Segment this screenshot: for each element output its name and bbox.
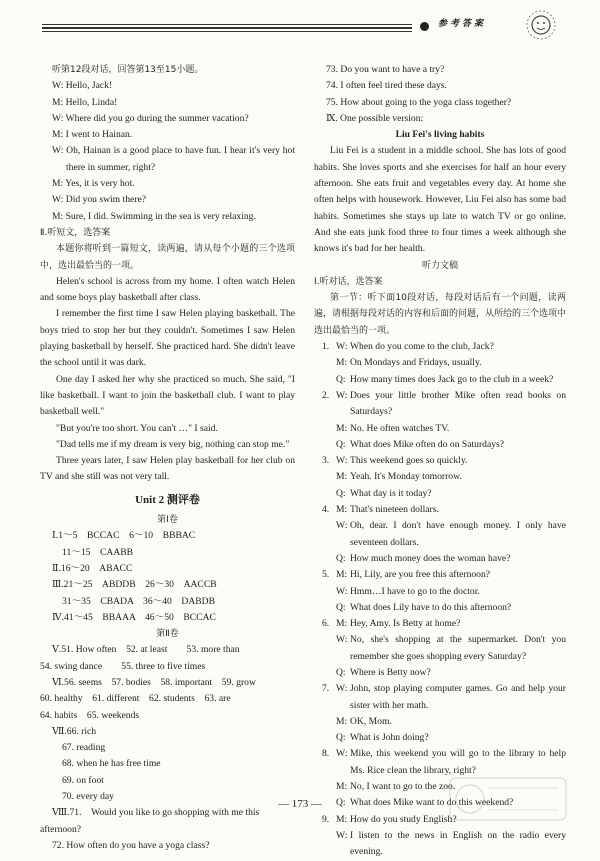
dialog-text: How do you study English? xyxy=(350,813,457,825)
dialog-text: What is John doing? xyxy=(350,732,429,744)
script-line xyxy=(314,616,566,632)
script-line xyxy=(314,632,566,665)
essay-paragraph: Liu Fei is a student in a middle school. She has lots of good habits. She loves sports and she exercises for half an hour every afternoon. She eats fruit and vegetables every day. At home she often helps with housework. However, Liu Fei also has some bad habits. Sometimes she stays up late to watch TV or go online. And she eats junk food three to four times a week although she knows it's bad for her health. xyxy=(314,145,566,255)
question-number: 3. xyxy=(322,455,330,467)
dialog-12 xyxy=(40,78,295,225)
answer-list xyxy=(314,62,566,127)
speaker-label: W: xyxy=(336,634,348,646)
dialog-text: Hmm…I have to go to the doctor. xyxy=(350,585,480,597)
script-line xyxy=(314,339,566,355)
dialog-line xyxy=(40,209,295,225)
speaker-label: M: xyxy=(52,96,64,108)
dialog-intro: 听第12段对话，回答第13至15小题。 xyxy=(52,65,204,75)
dialog-text: How many times does Jack go to the club in a week? xyxy=(350,373,554,385)
speaker-label: W: xyxy=(336,520,348,532)
left-column xyxy=(40,62,295,854)
dialog-text: On Mondays and Fridays, usually. xyxy=(350,357,482,369)
dialog-line xyxy=(40,78,295,94)
script-line xyxy=(314,388,566,421)
answer-keys xyxy=(40,528,295,626)
page-number: — 173 — xyxy=(278,798,322,810)
answer-line: 64. habits 65. weekends xyxy=(40,709,140,721)
dialog-line xyxy=(40,143,295,176)
script-line xyxy=(314,518,566,551)
section-instructions: 本题你将听到一篇短文，读两遍，请从每个小题的三个选项中，选出最恰当的一项。 xyxy=(40,244,295,271)
dialog-line xyxy=(40,176,295,192)
script-line xyxy=(314,437,566,453)
story-paragraph: I remember the first time I saw Helen playing basketball. The boys tried to stop her but they couldn't. Sometimes I saw Helen playing basketball by herself. She practiced hard. She didn't leave the school until it was dark. xyxy=(40,308,295,369)
section-heading: Ⅱ.听短文，选答案 xyxy=(40,227,111,238)
script-line xyxy=(314,714,566,730)
dialog-text: Sure, I did. Swimming in the sea is very relaxing. xyxy=(63,210,256,222)
question-number: 4. xyxy=(322,504,330,516)
speaker-label: Q: xyxy=(336,797,346,809)
volume-heading: 第Ⅱ卷 xyxy=(156,629,179,640)
speaker-label: Q: xyxy=(336,732,346,744)
answer-line: 54. swing dance 55. three to five times xyxy=(40,660,206,672)
speaker-label: W: xyxy=(336,585,348,597)
dialog-text: When do you come to the club, Jack? xyxy=(350,341,494,353)
script-line xyxy=(314,665,566,681)
speaker-label: M: xyxy=(336,618,348,630)
answer-line: 72. How often do you have a yoga class? xyxy=(52,839,210,851)
dialog-text: No. He often watches TV. xyxy=(350,422,450,434)
answer-line: Ⅷ.71. Would you like to go shopping with me this xyxy=(52,807,260,819)
speaker-label: M: xyxy=(336,813,348,825)
speaker-label: M: xyxy=(336,471,348,483)
dialog-text: No, I want to go to the zoo. xyxy=(350,781,456,793)
script-line xyxy=(314,421,566,437)
story-paragraph: One day I asked her why she practiced so much. She said, "I like basketball. I want to join the basketball club. I want to play basketball well." xyxy=(40,373,295,418)
speaker-label: Q: xyxy=(336,373,346,385)
speaker-label: Q: xyxy=(336,487,346,499)
header-bullet-icon xyxy=(420,22,429,31)
answer-line: 74. I often feel tired these days. xyxy=(326,80,447,92)
sun-emblem-icon xyxy=(524,8,558,42)
speaker-label: W: xyxy=(336,341,348,353)
dialog-line xyxy=(40,95,295,111)
speaker-label: W: xyxy=(52,194,64,206)
answer-line: 69. on foot xyxy=(62,774,104,786)
speaker-label: M: xyxy=(52,129,64,141)
speaker-label: Q: xyxy=(336,552,346,564)
dialog-line xyxy=(40,192,295,208)
question-number: 2. xyxy=(322,389,330,401)
answer-key-line: 11～15 CAABB xyxy=(62,546,134,558)
dialog-text: I went to Hainan. xyxy=(63,129,133,141)
speaker-label: M: xyxy=(52,210,64,222)
script-line xyxy=(314,567,566,583)
dialog-text: How much money does the woman have? xyxy=(350,552,511,564)
dialog-text: John, stop playing computer games. Go and help your sister with her math. xyxy=(350,683,566,711)
essay-body xyxy=(314,143,566,257)
speaker-label: M: xyxy=(336,569,348,581)
question-number: 7. xyxy=(322,683,330,695)
answer-list xyxy=(40,724,295,805)
page-header xyxy=(0,0,600,50)
dialog-text: This weekend goes so quickly. xyxy=(350,455,468,467)
script-line xyxy=(314,828,566,861)
dialog-text: Yes, it is very hot. xyxy=(63,178,135,190)
answer-line: 60. healthy 61. different 62. students 63. are xyxy=(40,693,231,705)
story-passage xyxy=(40,274,295,486)
dialog-text: Yeah. It's Monday tomorrow. xyxy=(350,471,462,483)
story-paragraph: Helen's school is across from my home. I often watch Helen and some boys play basketball after class. xyxy=(40,275,295,304)
section-instructions: 第一节：听下面10段对话，每段对话后有一个问题，读两遍，请根据每段对话的内容和后面的问题，从所给的三个选项中选出最恰当的一项。 xyxy=(314,293,567,336)
dialog-text: What does Lily have to do this afternoon? xyxy=(350,601,512,613)
question-number: 5. xyxy=(322,569,330,581)
dialog-line xyxy=(40,111,295,127)
speaker-label: M: xyxy=(336,357,348,369)
script-line xyxy=(314,453,566,469)
answer-key-line: 31～35 CBADA 36～40 DABDB xyxy=(62,595,215,607)
script-line xyxy=(314,730,566,746)
dialog-text: Hi, Lily, are you free this afternoon? xyxy=(350,569,491,581)
dialog-text: Does your little brother Mike often read books on Saturdays? xyxy=(350,389,566,418)
script-line xyxy=(314,469,566,485)
speaker-label: M: xyxy=(336,781,348,793)
script-line xyxy=(314,584,566,600)
section-heading: Ⅰ.听对话，选答案 xyxy=(314,276,383,287)
script-line xyxy=(314,681,566,714)
script-line xyxy=(314,372,566,388)
dialog-text: Oh, Hainan is a good place to have fun. I hear it's very hot there in summer, right? xyxy=(63,145,295,173)
dialog-text: Mike, this weekend you will go to the library to help Ms. Rice clean the library, right? xyxy=(350,748,566,776)
speaker-label: Q: xyxy=(336,601,346,613)
dialog-text: What does Mike often do on Saturdays? xyxy=(350,438,504,450)
header-title: 参考答案 xyxy=(438,19,487,29)
speaker-label: W: xyxy=(336,748,348,760)
speaker-label: W: xyxy=(52,80,64,92)
dialog-text: Did you swim there? xyxy=(63,194,146,206)
answer-line: 73. Do you want to have a try? xyxy=(326,64,445,75)
dialog-line xyxy=(40,127,295,143)
script-line xyxy=(314,746,566,779)
script-line xyxy=(314,600,566,616)
volume-heading: 第Ⅰ卷 xyxy=(157,515,178,526)
dialog-text: Hey, Amy. Is Betty at home? xyxy=(350,618,461,630)
script-line xyxy=(314,502,566,518)
script-line xyxy=(314,551,566,567)
dialog-text: What day is it today? xyxy=(350,487,432,499)
story-paragraph: "But you're too short. You can't …" I said. xyxy=(56,422,218,434)
speaker-label: Q: xyxy=(336,438,346,450)
dialog-text: What does Mike want to do this weekend? xyxy=(350,797,514,809)
header-rules xyxy=(42,24,412,36)
answer-line: 75. How about going to the yoga class together? xyxy=(326,96,512,108)
script-line xyxy=(314,355,566,371)
speaker-label: Q: xyxy=(336,666,346,678)
essay-title: Liu Fei's living habits xyxy=(395,129,485,141)
dialog-text: That's nineteen dollars. xyxy=(350,504,439,516)
story-paragraph: Three years later, I saw Helen play basketball for her club on TV and she still was not very tall. xyxy=(40,455,295,483)
dialog-text: Where is Betty now? xyxy=(350,666,431,678)
question-number: 8. xyxy=(322,748,330,760)
answer-line: 67. reading xyxy=(62,742,106,754)
dialog-text: Hello, Linda! xyxy=(63,96,118,108)
speaker-label: W: xyxy=(336,829,348,841)
answer-line: Ⅸ. One possible version: xyxy=(326,112,424,124)
answer-line: 68. when he has free time xyxy=(62,758,161,770)
speaker-label: W: xyxy=(336,389,348,401)
dialog-text: I listen to the news in English on the radio every evening. xyxy=(350,829,566,858)
speaker-label: M: xyxy=(52,178,64,190)
speaker-label: W: xyxy=(52,145,64,157)
story-paragraph: "Dad tells me if my dream is very big, nothing can stop me." xyxy=(56,438,290,450)
answer-key-line: Ⅳ.41～45 BBAAA 46～50 BCCAC xyxy=(52,611,216,623)
dialog-text: No, she's shopping at the supermarket. Don't you remember she goes shopping every Saturday? xyxy=(350,634,566,662)
answer-line: Ⅶ.66. rich xyxy=(52,725,97,737)
question-number: 6. xyxy=(322,618,330,630)
script-title: 听力文稿 xyxy=(421,260,458,271)
question-number: 1. xyxy=(322,341,330,353)
right-column xyxy=(314,62,566,861)
answer-key-line: Ⅱ.16～20 ABACC xyxy=(52,562,133,574)
dialog-text: Hello, Jack! xyxy=(63,80,113,92)
answer-line: 70. every day xyxy=(62,791,114,803)
speaker-label: W: xyxy=(52,112,64,124)
speaker-label: M: xyxy=(336,715,348,727)
answer-line: Ⅴ.51. How often 52. at least 53. more than xyxy=(52,644,240,656)
answer-line: Ⅵ.56. seems 57. bodies 58. important 59. grow xyxy=(52,676,256,688)
dialog-text: OK, Mom. xyxy=(350,715,392,727)
speaker-label: W: xyxy=(336,683,348,695)
answer-key-line: Ⅲ.21～25 ABDDB 26～30 AACCB xyxy=(52,579,217,591)
dialog-text: Where did you go during the summer vacation? xyxy=(63,112,249,124)
answer-line: afternoon? xyxy=(40,823,82,835)
answer-key-line: Ⅰ.1～5 BCCAC 6～10 BBBAC xyxy=(52,530,196,542)
unit-title: Unit 2 测评卷 xyxy=(135,493,200,506)
speaker-label: M: xyxy=(336,422,348,434)
script-line xyxy=(314,486,566,502)
question-number: 9. xyxy=(322,813,330,825)
speaker-label: W: xyxy=(336,455,348,467)
dialog-text: Oh, dear. I don't have enough money. I only have seventeen dollars. xyxy=(350,520,566,548)
speaker-label: M: xyxy=(336,504,348,516)
